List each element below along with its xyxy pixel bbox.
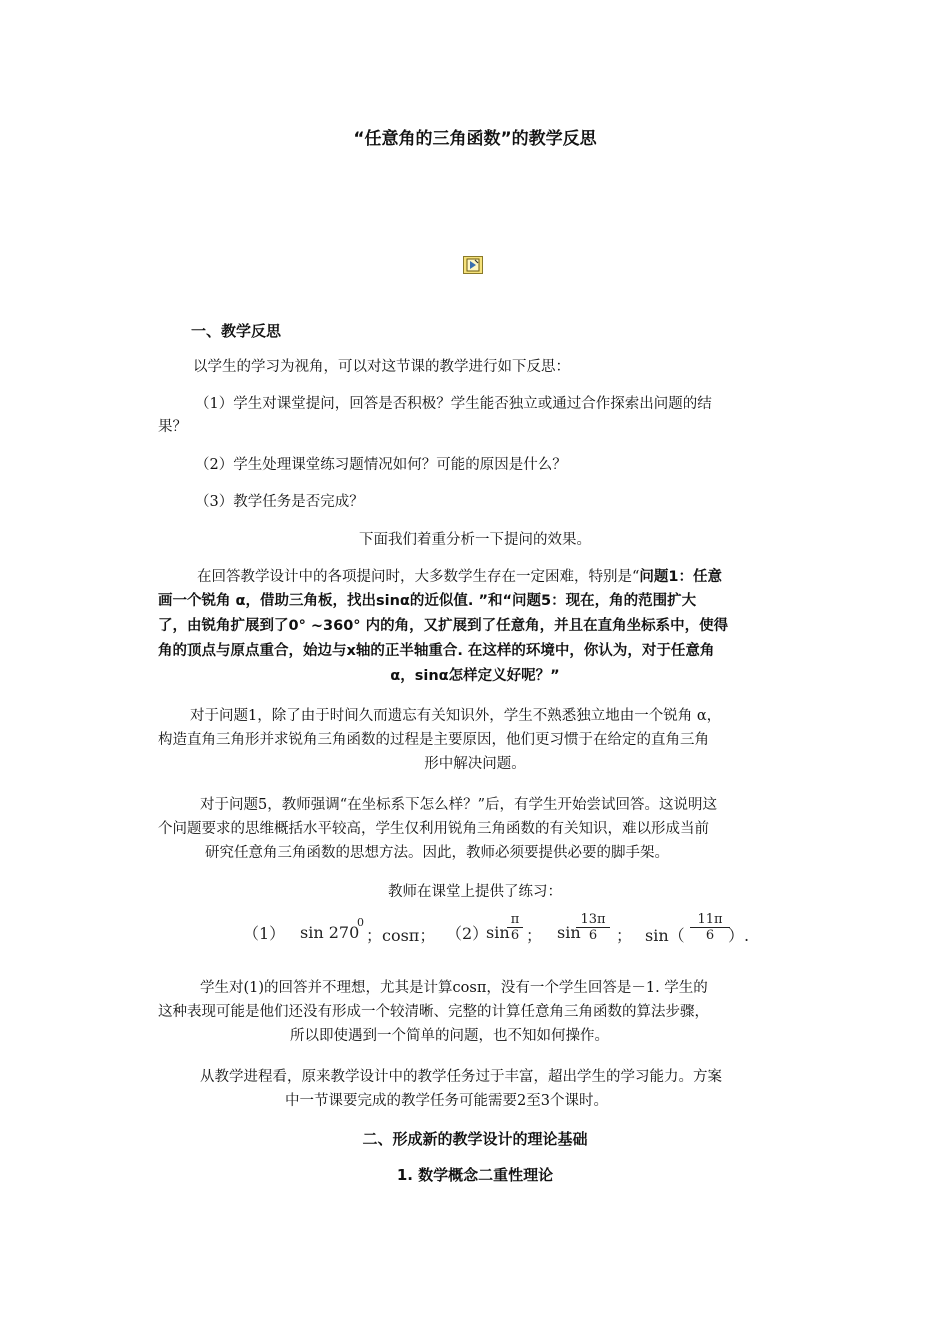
sin-label-2: sin (557, 923, 581, 942)
paragraph-3-line-2: 个问题要求的思维概括水平较高，学生仅利用锐角三角函数的有关知识，难以形成当前 (158, 821, 709, 837)
paragraph-3-line-3: 研究任意角三角函数的思想方法。因此，教师必须要提供必要的脚手架。 (205, 845, 669, 861)
intro-paragraph: 以学生的学习为视角，可以对这节课的教学进行如下反思： (193, 359, 570, 375)
paragraph-5-line-1: 从教学进程看，原来教学设计中的教学任务过于丰富，超出学生的学习能力。方案 (200, 1069, 722, 1085)
document-object-icon[interactable] (463, 256, 483, 274)
question-3: （3）教学任务是否完成？ (195, 494, 364, 510)
fraction-pi-over-6 (507, 912, 523, 943)
paragraph-3-line-1: 对于问题5，教师强调“在坐标系下怎么样？”后，有学生开始尝试回答。这说明这 (200, 797, 718, 813)
paragraph-2-line-2: 构造直角三角形并求锐角三角函数的过程是主要原因，他们更习惯于在给定的直角三角 (158, 732, 709, 748)
cos-pi-expression: ；cosπ； (366, 926, 436, 945)
paragraph-4-line-1: 学生对(1)的回答并不理想，尤其是计算cosπ，没有一个学生回答是－1. 学生的 (200, 980, 708, 996)
document-title: “任意角的三角函数”的教学反思 (353, 129, 597, 149)
question-1-line-2: 果？ (158, 419, 187, 435)
paragraph-1-line-3: 了，由锐角扩展到了0° ~360° 内的角，又扩展到了任意角，并且在直角坐标系中，使得 (158, 618, 729, 634)
sin-label-3: sin（ (645, 926, 685, 945)
question-2: （2）学生处理课堂练习题情况如何？可能的原因是什么？ (195, 457, 567, 473)
paragraph-5-line-2: 中一节课要完成的教学任务可能需要2至3个课时。 (285, 1093, 608, 1109)
problem-1-quote: 问题1：任意 (639, 569, 723, 585)
separator-2: ； (616, 926, 633, 945)
section-heading-2: 二、形成新的教学设计的理论基础 (362, 1130, 588, 1148)
fraction-13pi-over-6 (576, 912, 610, 943)
paragraph-1-line-4: 角的顶点与原点重合，始边与x轴的正半轴重合. 在这样的环境中，你认为，对于任意角 (158, 643, 715, 659)
paragraph-1-text: 在回答教学设计中的各项提问时，大多数学生存在一定困难，特别是“ (197, 569, 640, 585)
separator-1: ； (526, 926, 543, 945)
sin-270-expression: sin 270 (300, 923, 360, 942)
exercise-formula (0, 910, 950, 954)
closing-paren: ）. (728, 926, 750, 945)
fraction-denominator: 6 (588, 928, 598, 943)
question-1-line-1: （1）学生对课堂提问，回答是否积极？学生能否独立或通过合作探索出问题的结 (195, 396, 712, 412)
section-heading-1: 一、教学反思 (191, 322, 282, 340)
paragraph-1-line-5: α，sinα怎样定义好呢？” (390, 668, 560, 684)
paragraph-2-line-3: 形中解决问题。 (424, 756, 526, 772)
fraction-11pi-over-6 (690, 912, 730, 943)
fraction-numerator: 11π (690, 912, 730, 928)
exercise-part-2-label: （2） (446, 924, 489, 943)
paragraph-1-line-2: 画一个锐角 α，借助三角板，找出sinα的近似值. ”和“问题5：现在，角的范围扩大 (158, 593, 697, 609)
paragraph-1-line-1 (197, 565, 722, 589)
fraction-numerator: 13π (576, 912, 610, 928)
sin-label-1: sin (486, 923, 510, 942)
fraction-denominator: 6 (705, 928, 715, 943)
fraction-denominator: 6 (510, 928, 520, 943)
exercise-intro: 教师在课堂上提供了练习： (388, 884, 562, 900)
degree-superscript: 0 (357, 916, 364, 929)
paragraph-4-line-3: 所以即使遇到一个简单的问题，也不知如何操作。 (290, 1028, 609, 1044)
fraction-numerator: π (507, 912, 523, 928)
analysis-line: 下面我们着重分析一下提问的效果。 (359, 532, 591, 548)
subsection-heading-1: 1. 数学概念二重性理论 (396, 1166, 554, 1184)
paragraph-2-line-1: 对于问题1，除了由于时间久而遗忘有关知识外，学生不熟悉独立地由一个锐角 α， (190, 708, 722, 724)
exercise-part-1-label: （1） (243, 924, 286, 943)
paragraph-4-line-2: 这种表现可能是他们还没有形成一个较清晰、完整的计算任意角三角函数的算法步骤， (158, 1004, 709, 1020)
